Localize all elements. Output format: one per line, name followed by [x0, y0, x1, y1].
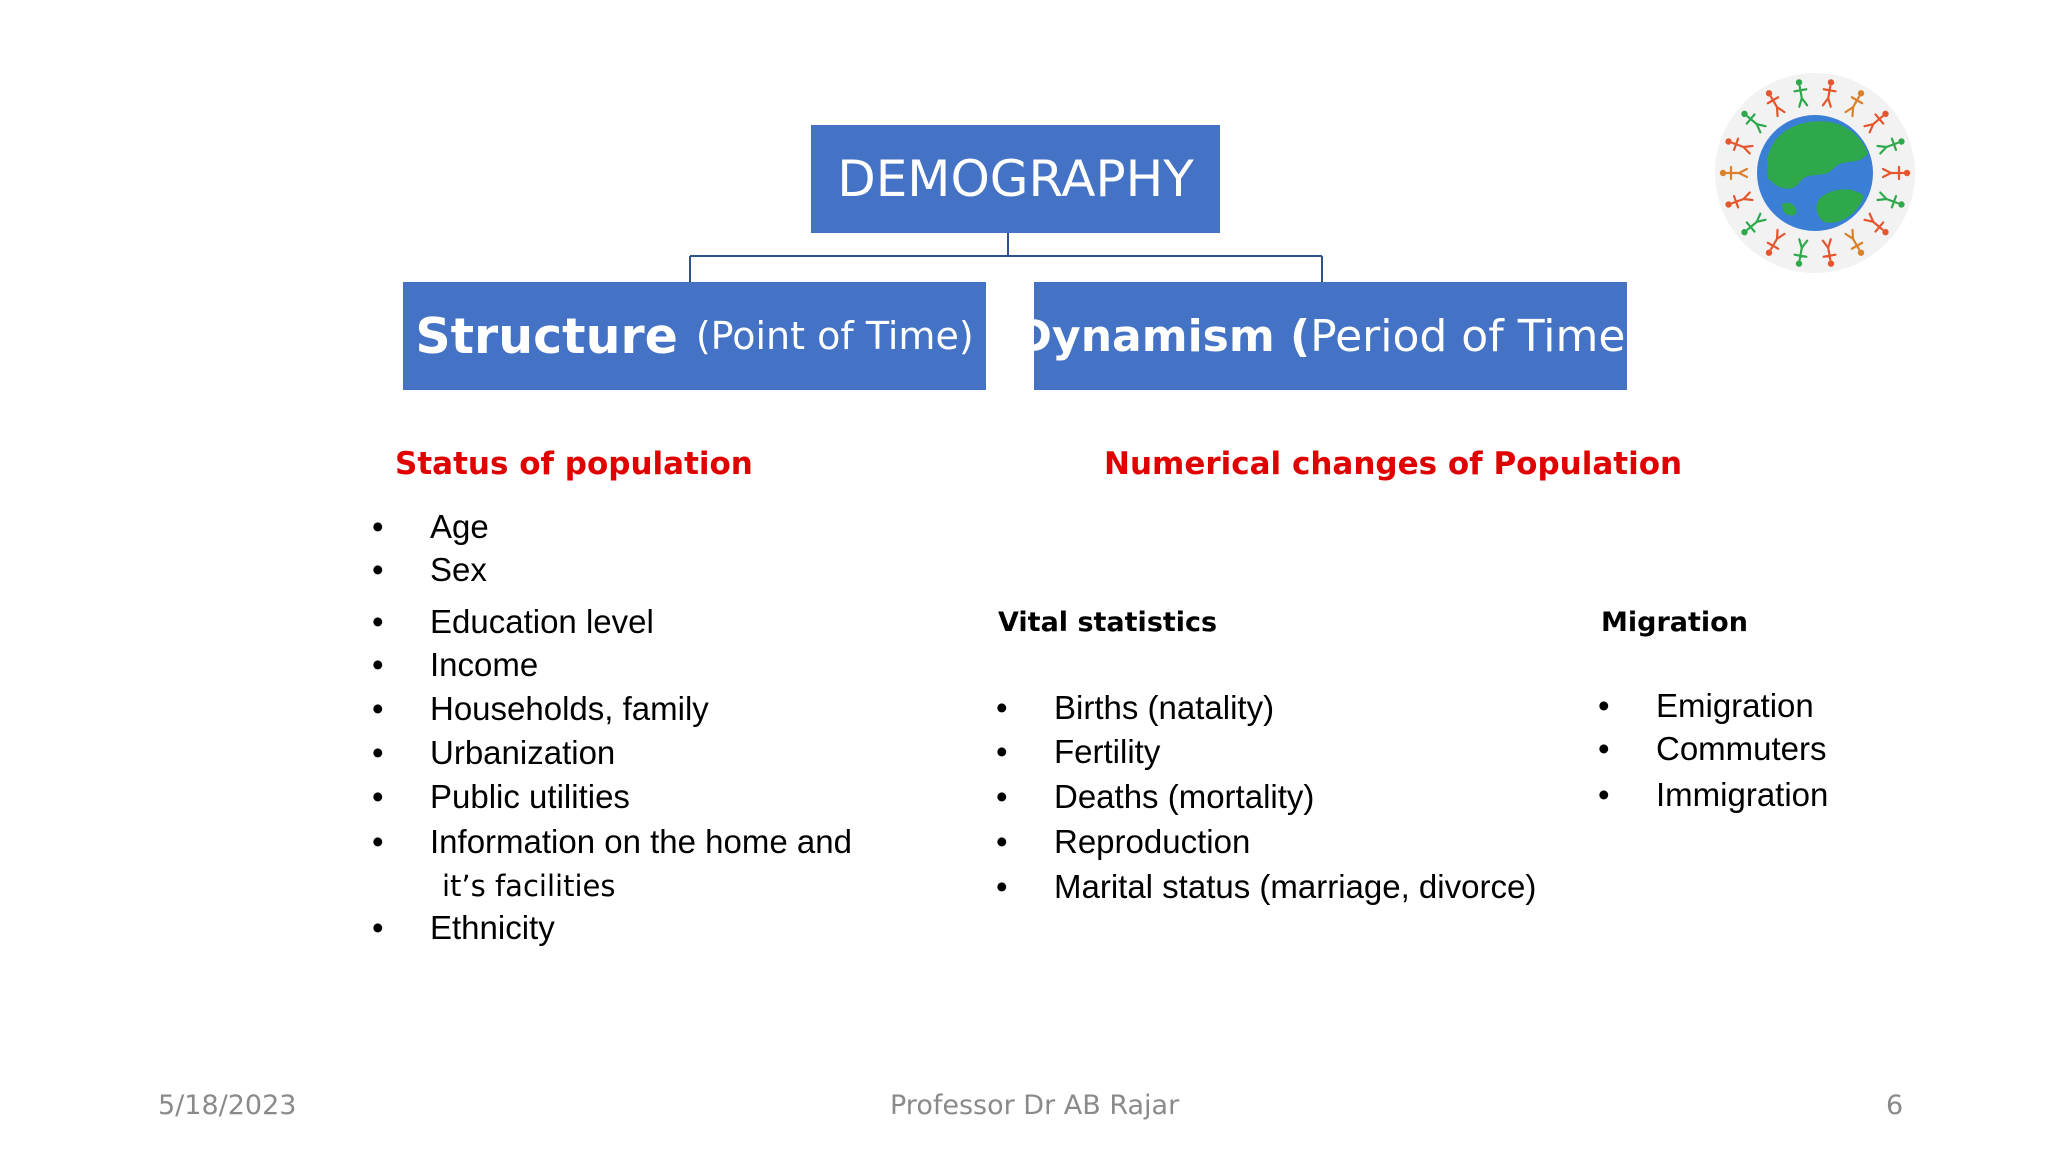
vital-statistics-heading: Vital statistics [998, 607, 1218, 638]
bullet-icon: • [1598, 687, 1610, 724]
globe-with-people-icon [1712, 70, 1918, 276]
bullet-icon: • [372, 646, 384, 683]
footer-date: 5/18/2023 [158, 1090, 297, 1121]
bullet-icon: • [372, 778, 384, 815]
numerical-heading: Numerical changes of Population [1104, 446, 1683, 482]
dynamism-box [1015, 282, 1646, 390]
bullet-icon: • [372, 603, 384, 640]
migration-heading: Migration [1601, 607, 1748, 638]
dynamism-subtitle: Period of Time [1310, 310, 1626, 362]
demography-title: DEMOGRAPHY [837, 150, 1194, 208]
structure-subtitle: (Point of Time) [695, 314, 974, 358]
bullet-icon: • [996, 778, 1008, 815]
status-heading: Status of population [395, 446, 753, 482]
bullet-icon: • [996, 823, 1008, 860]
structure-box [403, 282, 986, 390]
bullet-icon: • [1598, 776, 1610, 813]
dynamism-label: Dynamism ( [1015, 310, 1311, 362]
bullet-icon: • [372, 823, 384, 860]
bullet-icon: • [996, 868, 1008, 905]
bullet-icon: • [372, 508, 384, 545]
demography-title-box [811, 125, 1220, 233]
structure-label: Structure [415, 307, 678, 365]
bullet-icon: • [372, 690, 384, 727]
footer-author: Professor Dr AB Rajar [890, 1090, 1180, 1121]
structure-item-continuation: it’s facilities [442, 869, 616, 903]
bullet-icon: • [372, 734, 384, 771]
bullet-icon: • [372, 909, 384, 946]
dynamism-close-paren: ) [1625, 310, 1646, 362]
footer-page-number: 6 [1886, 1090, 1904, 1121]
bullet-icon: • [372, 551, 384, 588]
bullet-icon: • [996, 689, 1008, 726]
bullet-icon: • [996, 733, 1008, 770]
bullet-icon: • [1598, 730, 1610, 767]
